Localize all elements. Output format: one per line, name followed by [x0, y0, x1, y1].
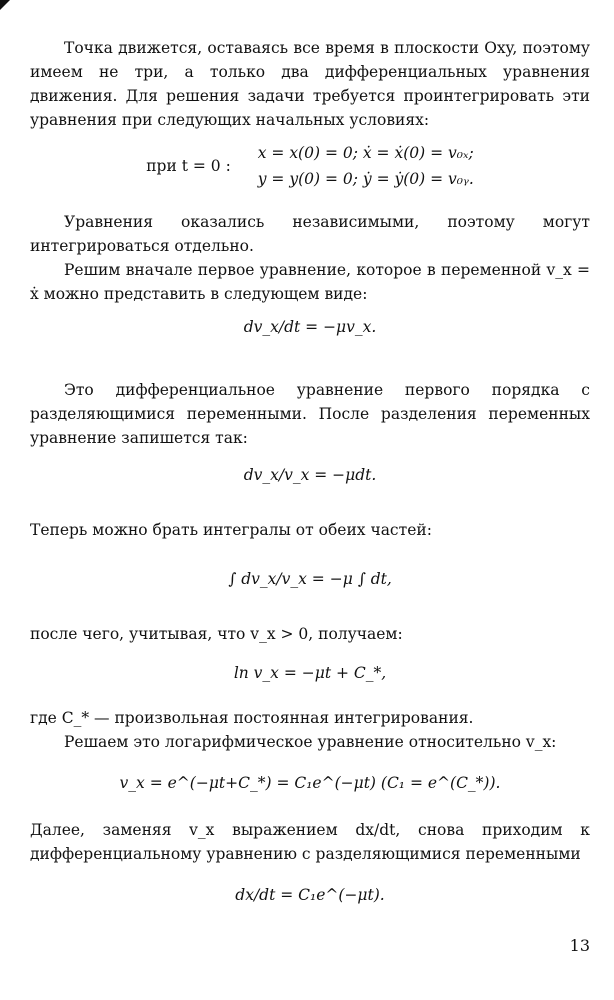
paragraph-7 [30, 706, 590, 730]
paragraph-1-text: Точка движется, оставаясь все время в плоскости Oxy, поэтому имеем не три, а только два дифференциальных уравнения движения. Для решения задачи требуется проинтегрировать эти уравнения при следующих начальных условиях: [30, 39, 590, 129]
paragraph-6 [30, 622, 590, 646]
paragraph-4-text: Это дифференциальное уравнение первого порядка с разделяющимися переменными. После разделения переменных уравнение запишется так: [30, 381, 590, 447]
page-number: 13 [569, 936, 590, 955]
paragraph-2 [30, 210, 590, 258]
paragraph-5-text: Теперь можно брать интегралы от обеих частей: [30, 521, 432, 539]
initial-prefix: при t = 0 : [146, 157, 231, 175]
paragraph-8 [30, 730, 590, 754]
paragraph-3 [30, 258, 590, 306]
equation-6: dx/dt = C₁e^(−μt). [235, 886, 385, 904]
paragraph-6-text: после чего, учитывая, что v_x > 0, получаем: [30, 625, 403, 643]
paragraph-2-text: Уравнения оказались независимыми, поэтому могут интегрироваться отдельно. [30, 213, 590, 255]
paragraph-9 [30, 818, 590, 866]
equation-1: dv_x/dt = −μv_x. [243, 318, 377, 336]
initial-system [258, 140, 474, 192]
equation-5: v_x = e^(−μt+C_*) = C₁e^(−μt) (C₁ = e^(C_*)). [119, 774, 501, 792]
paragraph-5 [30, 518, 590, 542]
paragraph-1 [30, 36, 590, 132]
paragraph-4 [30, 378, 590, 450]
initial-line-1: x = x(0) = 0; ẋ = ẋ(0) = v₀ₓ; [257, 144, 474, 162]
page-corner-mark [0, 0, 10, 10]
initial-line-2: y = y(0) = 0; ẏ = ẏ(0) = v₀ᵧ. [257, 170, 474, 188]
initial-conditions [30, 140, 590, 192]
equation-3: ∫ dv_x/v_x = −μ ∫ dt, [228, 570, 392, 588]
equation-2: dv_x/v_x = −μdt. [243, 466, 377, 484]
paragraph-9-text: Далее, заменяя v_x выражением dx/dt, снова приходим к дифференциальному уравнению с разделяющимися переменными [30, 821, 590, 863]
document-page [30, 0, 590, 1000]
paragraph-3-text: Решим вначале первое уравнение, которое в переменной v_x = ẋ можно представить в следующем виде: [30, 261, 590, 303]
equation-4: ln v_x = −μt + C_*, [233, 664, 387, 682]
paragraph-8-text: Решаем это логарифмическое уравнение относительно v_x: [64, 733, 557, 751]
paragraph-7-text: где C_* — произвольная постоянная интегрирования. [30, 709, 474, 727]
